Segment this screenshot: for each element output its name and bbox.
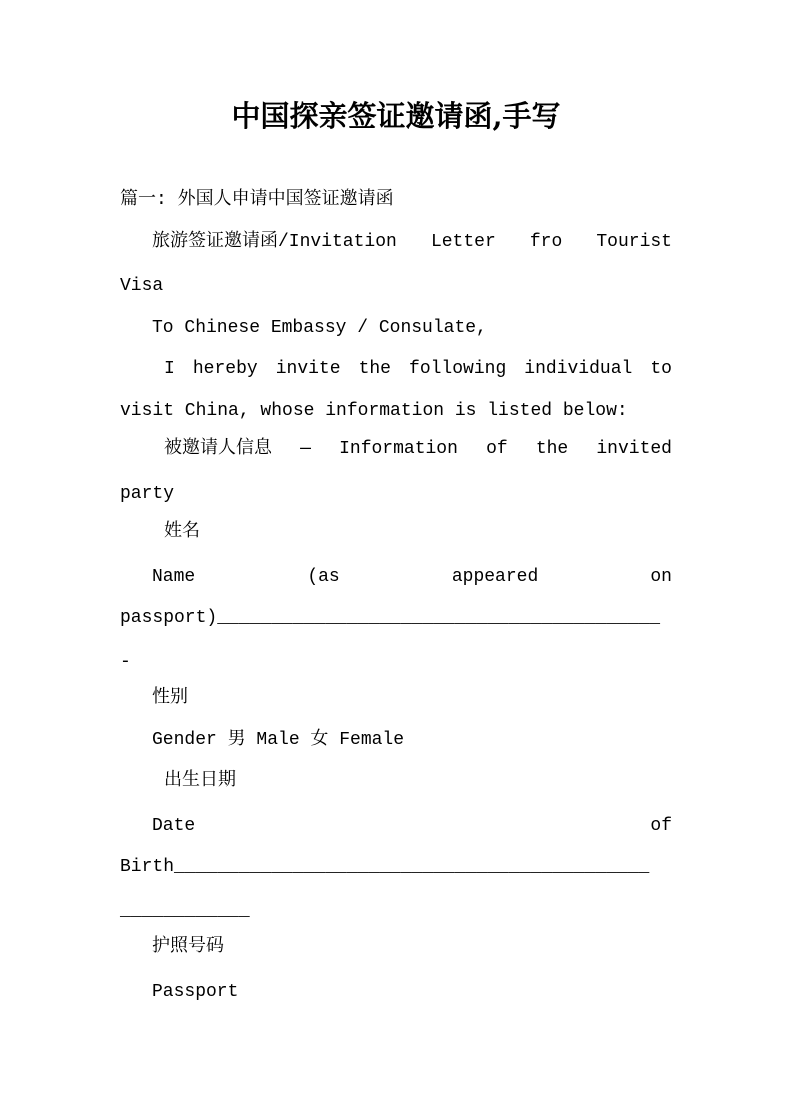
line-salutation: To Chinese Embassy / Consulate, [152,318,487,338]
line-birth-blank-cont: ____________ [120,901,250,921]
word: invited [596,439,672,459]
word: of [650,816,672,836]
line-name-as-appeared [120,565,672,589]
word: individual [524,359,633,379]
word: I [164,359,175,379]
label-name-cn: 姓名 [164,522,200,542]
line-dash: - [120,652,131,672]
word: invite [275,359,341,379]
line-visa: Visa [120,276,164,296]
line-gender: Gender 男 Male 女 Female [152,730,405,750]
word: 被邀请人信息 [164,439,272,459]
word: Date [152,816,196,836]
word: on [650,567,672,587]
label-gender-cn: 性别 [152,688,188,708]
line-hereby-invite [120,357,672,381]
word: appeared [451,567,539,587]
line-visit-china: visit China, whose information is listed below: [120,401,628,421]
word: Information [339,439,458,459]
word: — [300,439,311,459]
word: the [358,359,391,379]
word: Name [152,567,196,587]
word: the [535,439,569,459]
label-passport-cn: 护照号码 [152,937,224,957]
word: Letter [430,232,496,252]
line-invited-party-info [120,437,672,461]
word: fro [529,232,563,252]
section-heading: 篇一: 外国人申请中国签证邀请函 [120,190,394,210]
word: (as [307,567,340,587]
line-date-of [120,814,672,838]
word: hereby [192,359,258,379]
word: following [409,359,507,379]
document-title: 中国探亲签证邀请函,手写 [231,99,561,133]
line-passport-blank: passport)_________________________________________ [120,608,661,628]
word: of [486,439,508,459]
word: to [650,359,672,379]
line-party: party [120,484,175,504]
line-invitation-title [120,230,672,254]
word: Tourist [596,232,672,252]
line-birth-blank: Birth____________________________________________ [120,857,650,877]
label-dob-cn: 出生日期 [164,771,236,791]
word: 旅游签证邀请函/Invitation [152,232,397,252]
line-passport: Passport [152,982,239,1002]
